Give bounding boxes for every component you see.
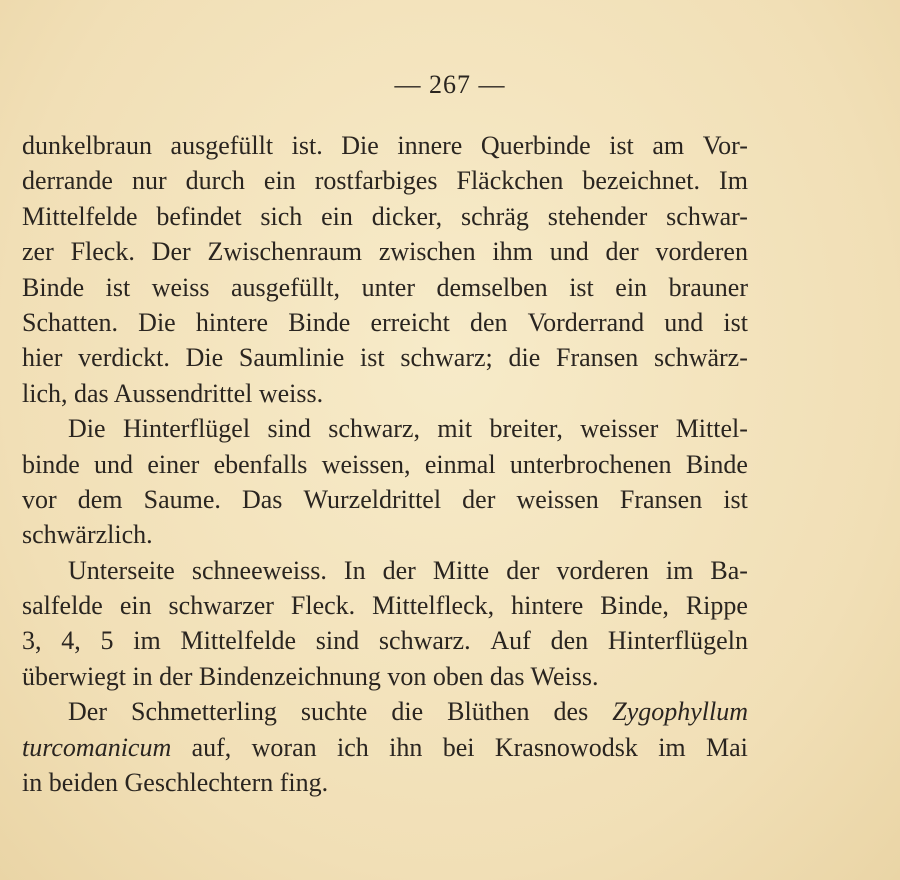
text-line [22,234,748,269]
word: im [133,626,161,656]
word: schwarzer [168,591,274,621]
word: die [508,343,541,373]
word: schwarz; [400,343,493,373]
word: Binde [685,449,748,479]
word: Der [151,237,191,267]
word: weiss [151,272,210,302]
word: den [469,307,508,337]
word: vorderen [556,555,649,585]
word: durch [185,166,245,196]
word: und [664,307,704,337]
word: demselben [436,272,548,302]
word: binde [22,449,80,479]
word: und [94,449,134,479]
word: Rippe [685,591,748,621]
word: innere [397,131,463,160]
word: mit [437,414,473,444]
word: 3, [22,626,42,656]
word: rostfarbiges [314,166,438,196]
word: ist [569,272,594,302]
word: sich [260,201,303,231]
word: Auf [490,626,531,656]
word: schwar- [666,201,748,231]
word: Die [341,131,379,160]
body-text [22,128,748,800]
word: Mittel- [675,414,748,444]
word: ausgefüllt, [231,272,341,302]
word: hintere [195,307,269,337]
word: Mai [706,732,748,762]
word: ist [105,272,131,302]
word: Hinterflügeln [607,626,748,656]
word: Saume. [143,484,221,514]
word: bei [442,732,475,762]
word: zer [22,237,54,267]
text-line [22,199,748,234]
text-line [22,305,748,340]
word: dem [77,484,123,514]
word: weissen [516,484,599,514]
word: Querbinde [480,131,591,160]
word: Die [185,343,224,373]
word: einer [147,449,200,479]
word: und [549,237,589,267]
word: derrande [22,166,113,196]
word: schwärz- [654,343,748,373]
word: Ba- [710,555,748,585]
text-line [22,163,748,198]
word: Fleck. [290,591,356,621]
word: ausgefüllt [170,131,274,160]
word: Schmetterling [131,697,277,727]
word: Blüthen [447,697,530,727]
word: im [658,732,686,762]
word: der [605,237,639,267]
text-line: überwiegt in der Bindenzeichnung von oben das Weiss. [22,661,599,691]
word: Die [138,307,176,337]
word: der [382,555,416,585]
word: Wurzeldrittel [303,484,442,514]
word: schneeweiss. [191,555,327,585]
word: Fransen [555,343,639,373]
word: am [652,131,685,160]
word: Schatten. [22,307,119,337]
text-line [22,340,748,375]
text-line [22,730,748,765]
word: auf, [191,732,232,762]
word: Mittelfelde [22,201,138,231]
word: 5 [100,626,114,656]
text-line [22,482,748,517]
word: salfelde [22,591,103,621]
word: Mitte [432,555,490,585]
word: die [391,697,424,727]
text-line [22,588,748,623]
word: den [550,626,589,656]
text-line [22,694,748,729]
word: ein [119,591,152,621]
word: hier [22,343,63,373]
word: Der [68,697,107,727]
species-name-word: turcomanicum [22,732,172,762]
word: ein [263,166,296,196]
word: der [462,484,496,514]
text-line [22,128,748,163]
word: ein [321,201,353,231]
word: im [665,555,694,585]
word: ist. [291,131,323,160]
word: befindet [156,201,242,231]
word: ihn [389,732,423,762]
word: bezeichnet. [582,166,701,196]
word: hintere [511,591,584,621]
word: der [506,555,540,585]
text-line [22,623,748,658]
word: Binde [22,272,85,302]
word: ein [615,272,648,302]
word: Mittelfelde [180,626,297,656]
word: stehender [547,201,648,231]
word: Unterseite [68,555,175,585]
word: erreicht [370,307,450,337]
word: Krasnowodsk [494,732,638,762]
word: Binde [288,307,351,337]
word: ebenfalls [213,449,308,479]
word: brauner [668,272,748,302]
word: Binde, [600,591,669,621]
species-name-word: Zygophyllum [612,697,748,727]
word: unterbrochenen [509,449,672,479]
word: einmal [424,449,496,479]
text-line: in beiden Geschlechtern fing. [22,768,329,798]
word: dicker, [371,201,443,231]
word: Fleck. [70,237,135,267]
word: des [553,697,589,727]
word: Die [68,414,106,444]
word: sind [315,626,360,656]
word: Vorderrand [527,307,645,337]
word: vor [22,484,57,514]
word: Fransen [619,484,703,514]
word: ich [337,732,369,762]
text-line [22,447,748,482]
word: Hinterflügel [122,414,251,444]
word: Vor- [702,131,748,160]
word: ist [609,131,634,160]
word: sind [267,414,311,444]
word: In [343,555,366,585]
word: Das [241,484,283,514]
word: Mittelfleck, [372,591,495,621]
word: Saumlinie [238,343,345,373]
text-line: schwärzlich. [22,520,153,550]
word: ist [360,343,385,373]
word: ist [723,307,748,337]
word: schwarz. [378,626,471,656]
text-line: lich, das Aussendrittel weiss. [22,378,324,408]
word: ihm [492,237,533,267]
text-line [22,411,748,446]
word: ist [723,484,748,514]
text-line [22,270,748,305]
word: vorderen [655,237,748,267]
word: breiter, [489,414,563,444]
word: Zwischenraum [207,237,362,267]
word: 4, [61,626,81,656]
word: schräg [461,201,529,231]
word: woran [251,732,317,762]
word: dunkelbraun [22,131,152,160]
word: nur [131,166,167,196]
page-number: — 267 — [394,70,506,99]
word: unter [361,272,415,302]
word: weissen, [321,449,411,479]
word: schwarz, [328,414,420,444]
word: zwischen [378,237,476,267]
word: Im [719,166,748,196]
word: weisser [580,414,659,444]
word: Fläckchen [456,166,564,196]
text-line [22,553,748,588]
word: verdickt. [78,343,170,373]
word: suchte [300,697,368,727]
